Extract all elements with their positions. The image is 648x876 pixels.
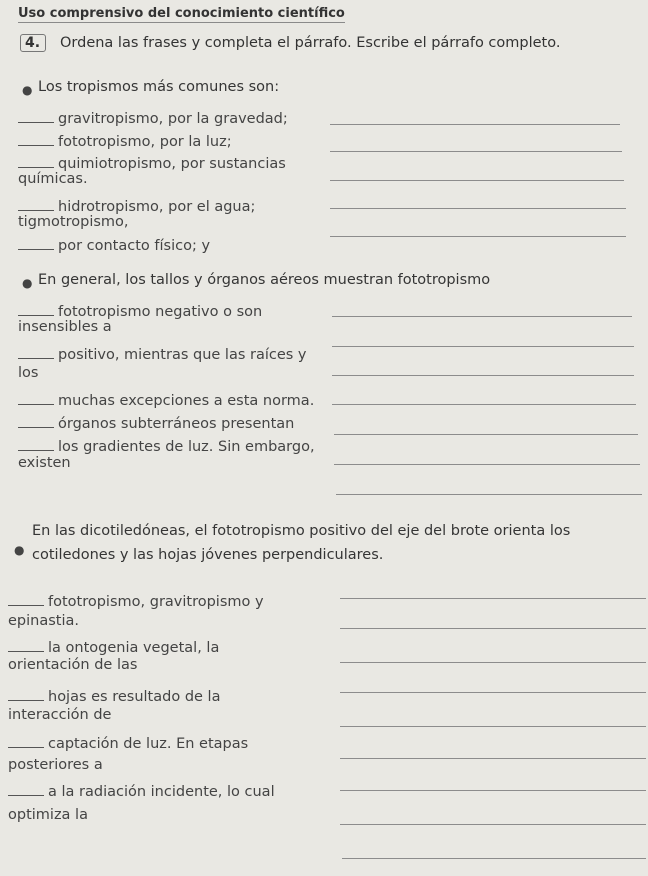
writing-line[interactable] — [340, 662, 646, 663]
fragment-text: los gradientes de luz. Sin embargo, — [58, 439, 315, 455]
fragment-line — [18, 108, 288, 127]
fragment-line — [8, 686, 220, 705]
answer-blank[interactable] — [18, 108, 54, 123]
fragment-continuation: orientación de las — [8, 657, 138, 673]
writing-line[interactable] — [336, 494, 642, 495]
answer-blank[interactable] — [8, 686, 44, 701]
fragment-text: quimiotropismo, por sustancias — [58, 156, 286, 172]
fragment-line — [18, 390, 314, 409]
section1-bullet: Los tropismos más comunes son: — [38, 79, 280, 95]
fragment-continuation: posteriores a — [8, 757, 103, 773]
fragment-line — [8, 781, 275, 800]
answer-blank[interactable] — [18, 390, 54, 405]
fragment-line — [18, 153, 286, 172]
writing-line[interactable] — [330, 180, 624, 181]
fragment-continuation: interacción de — [8, 707, 112, 723]
writing-line[interactable] — [340, 628, 646, 629]
fragment-continuation: epinastia. — [8, 613, 79, 629]
answer-blank[interactable] — [18, 344, 54, 359]
answer-blank[interactable] — [18, 301, 54, 316]
writing-line[interactable] — [330, 236, 626, 237]
writing-line[interactable] — [330, 208, 626, 209]
writing-line[interactable] — [332, 316, 632, 317]
fragment-text: por contacto físico; y — [58, 238, 211, 254]
fragment-text: fototropismo, por la luz; — [58, 134, 232, 150]
bullet-dot: ● — [22, 276, 33, 290]
answer-blank[interactable] — [18, 153, 54, 168]
fragment-text: a la radiación incidente, lo cual — [48, 784, 275, 800]
exercise-number: 4. — [20, 34, 46, 52]
bullet-dot: ● — [14, 543, 25, 557]
fragment-continuation: optimiza la — [8, 807, 88, 823]
fragment-continuation: insensibles a — [18, 319, 112, 335]
fragment-line — [8, 591, 264, 610]
fragment-text: órganos subterráneos presentan — [58, 416, 295, 432]
exercise-instruction: Ordena las frases y completa el párrafo. Escribe el párrafo completo. — [60, 35, 561, 51]
section2-bullet: En general, los tallos y órganos aéreos muestran fototropismo — [38, 272, 491, 288]
fragment-line — [18, 301, 262, 320]
writing-line[interactable] — [340, 726, 646, 727]
answer-blank[interactable] — [8, 781, 44, 796]
fragment-text: fototropismo negativo o son — [58, 304, 263, 320]
fragment-text: hojas es resultado de la — [48, 689, 221, 705]
fragment-text: muchas excepciones a esta norma. — [58, 393, 315, 409]
answer-blank[interactable] — [18, 196, 54, 211]
fragment-continuation: existen — [18, 455, 71, 471]
writing-line[interactable] — [334, 464, 640, 465]
writing-line[interactable] — [340, 790, 646, 791]
writing-line[interactable] — [332, 375, 634, 376]
writing-line[interactable] — [340, 824, 646, 825]
fragment-line — [18, 436, 315, 455]
fragment-line — [8, 637, 219, 656]
fragment-text: fototropismo, gravitropismo y — [48, 594, 264, 610]
writing-line[interactable] — [340, 692, 646, 693]
fragment-text: positivo, mientras que las raíces y — [58, 347, 307, 363]
writing-line[interactable] — [330, 124, 620, 125]
fragment-line — [18, 413, 294, 432]
answer-blank[interactable] — [18, 436, 54, 451]
answer-blank[interactable] — [18, 235, 54, 250]
fragment-line — [18, 131, 232, 150]
writing-line[interactable] — [332, 346, 634, 347]
page-header: Uso comprensivo del conocimiento científico — [18, 6, 345, 21]
fragment-text: hidrotropismo, por el agua; — [58, 199, 256, 215]
writing-line[interactable] — [334, 434, 638, 435]
writing-line[interactable] — [342, 858, 646, 859]
answer-blank[interactable] — [8, 591, 44, 606]
writing-line[interactable] — [340, 758, 646, 759]
writing-line[interactable] — [332, 404, 636, 405]
answer-blank[interactable] — [8, 733, 44, 748]
writing-line[interactable] — [340, 598, 646, 599]
fragment-line — [18, 344, 307, 363]
fragment-text: gravitropismo, por la gravedad; — [58, 111, 288, 127]
fragment-continuation: químicas. — [18, 171, 88, 187]
fragment-continuation: tigmotropismo, — [18, 214, 129, 230]
section3-bullet-line1: En las dicotiledóneas, el fototropismo positivo del eje del brote orienta los — [32, 523, 571, 539]
answer-blank[interactable] — [18, 131, 54, 146]
fragment-line — [8, 733, 248, 752]
answer-blank[interactable] — [8, 637, 44, 652]
section3-bullet-line2: cotiledones y las hojas jóvenes perpendiculares. — [32, 547, 384, 563]
fragment-continuation: los — [18, 365, 39, 381]
writing-line[interactable] — [330, 151, 622, 152]
fragment-text: captación de luz. En etapas — [48, 736, 249, 752]
fragment-text: la ontogenia vegetal, la — [48, 640, 220, 656]
bullet-dot: ● — [22, 83, 33, 97]
fragment-line — [18, 235, 210, 254]
answer-blank[interactable] — [18, 413, 54, 428]
fragment-line — [18, 196, 255, 215]
